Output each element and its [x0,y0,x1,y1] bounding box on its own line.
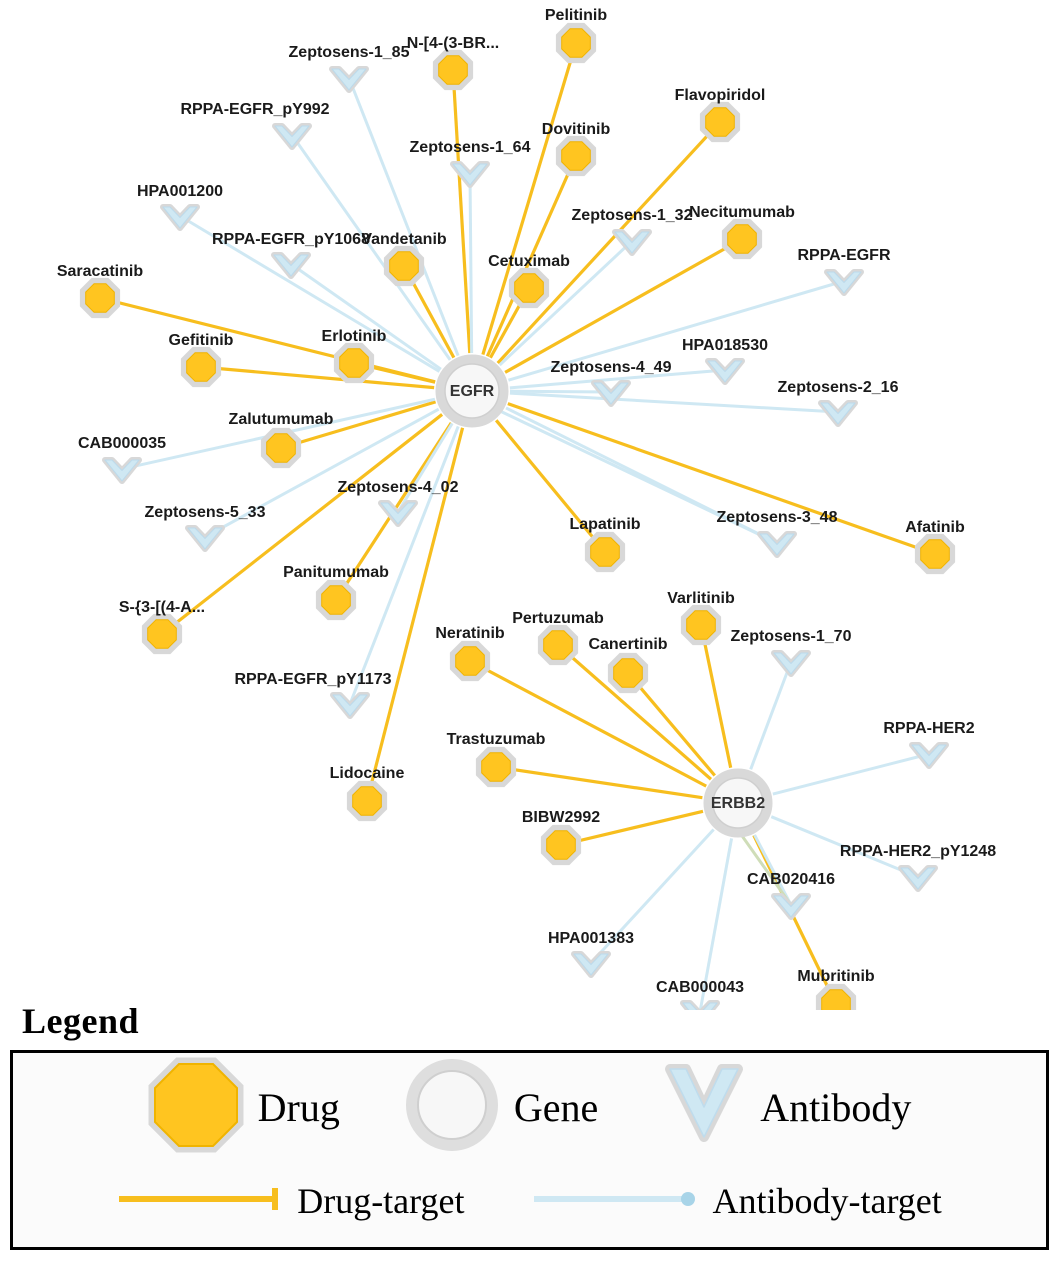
drug-node-label: Neratinib [435,625,505,643]
antibody-node-label: Zeptosens-2_16 [777,379,899,397]
antibody-node-label: CAB000035 [77,435,167,453]
drug-octagon-icon [544,631,573,660]
drug-node[interactable] [588,535,621,568]
antibody-node[interactable] [827,272,861,293]
gene-node-label: EGFR [449,383,495,401]
drug-node[interactable] [337,346,370,379]
antibody-node-label: CAB000043 [655,979,745,997]
drug-node-label: Necitumumab [689,204,795,222]
drug-node-label: Dovitinib [541,121,611,139]
drug-node-label: Trastuzumab [446,731,546,749]
legend-label-drug-target: Drug-target [297,1181,465,1221]
legend-section [0,1000,1059,1280]
antibody-node[interactable] [912,745,946,766]
antibody-node[interactable] [774,896,808,917]
drug-octagon-icon [591,538,620,567]
antibody-node[interactable] [615,232,649,253]
legend-node-row [13,1053,1046,1161]
drug-node-label: Canertinib [588,636,668,654]
drug-node-label: S-{3-[(4-A... [118,599,206,617]
drug-node-label: Flavopiridol [674,87,766,105]
drug-node[interactable] [684,608,717,641]
drug-octagon-icon [706,108,735,137]
drug-node-label: Lapatinib [569,516,641,534]
drug-octagon-icon [562,142,591,171]
drug-node[interactable] [512,271,545,304]
drug-node-label: Lidocaine [329,765,405,783]
drug-node-label: Afatinib [905,519,965,537]
antibody-node-label: RPPA-HER2 [883,720,975,738]
drug-octagon-icon [390,252,419,281]
legend-label-drug: Drug [257,1084,340,1130]
antibody-node[interactable] [574,954,608,975]
label-layer [57,7,996,996]
legend-item-drug-target [117,1180,464,1222]
drug-octagon-icon [353,787,382,816]
drug-octagon-icon [456,647,485,676]
antibody-node-label: Zeptosens-1_32 [571,207,693,225]
drug-octagon-icon [547,831,576,860]
drug-octagon-icon [562,29,591,58]
legend-item-drug [148,1057,340,1158]
antibody-node-label: Zeptosens-1_85 [288,44,410,62]
antibody-node[interactable] [188,528,222,549]
antibody-target-edge [751,662,791,769]
legend-item-antibody-target [532,1180,941,1222]
drug-octagon-icon [148,1057,244,1158]
drug-node-label: N-[4-(3-BR... [406,35,500,53]
drug-node-label: Erlotinib [321,328,387,346]
legend-label-antibody-target: Antibody-target [712,1181,942,1221]
antibody-chevron-icon [662,1059,746,1156]
antibody-node-label: RPPA-EGFR_pY992 [180,101,330,119]
legend-label-antibody: Antibody [760,1084,912,1130]
drug-octagon-icon [187,353,216,382]
antibody-node[interactable] [333,695,367,716]
drug-node[interactable] [725,222,758,255]
drug-node-label: BIBW2992 [521,809,601,827]
antibody-target-edge-icon [532,1185,702,1218]
drug-target-edge [453,70,470,353]
drug-node[interactable] [319,583,352,616]
antibody-node-label: Zeptosens-4_02 [337,479,459,497]
drug-node[interactable] [387,249,420,282]
antibody-node-label: CAB020416 [746,871,836,889]
antibody-node-label: RPPA-HER2_pY1248 [839,843,997,861]
antibody-node[interactable] [901,868,935,889]
drug-node[interactable] [453,644,486,677]
antibody-node-label: HPA001200 [137,183,223,201]
antibody-node-label: HPA001383 [548,930,634,948]
antibody-target-edge [349,78,458,356]
drug-node[interactable] [559,26,592,59]
drug-octagon-icon [86,284,115,313]
drug-target-edge [701,625,731,768]
drug-node-label: Gefitinib [168,332,234,350]
drug-node[interactable] [264,431,297,464]
drug-octagon-icon [614,659,643,688]
drug-octagon-icon [322,586,351,615]
antibody-target-edge [470,173,472,353]
antibody-node[interactable] [760,534,794,555]
drug-node[interactable] [703,105,736,138]
legend-label-gene: Gene [513,1084,599,1130]
drug-node[interactable] [350,784,383,817]
gene-node-label: ERBB2 [710,795,766,813]
drug-node-label: Varlitinib [667,590,735,608]
legend-item-gene [404,1057,598,1158]
drug-node-label: Cetuximab [488,253,570,271]
antibody-target-edge [510,391,611,392]
drug-octagon-icon [515,274,544,303]
antibody-node-label: RPPA-EGFR [797,247,891,265]
drug-octagon-icon [921,540,950,569]
antibody-node[interactable] [332,69,366,90]
drug-target-edge [201,367,434,388]
antibody-node-label: Zeptosens-1_70 [730,628,852,646]
antibody-node-label: Zeptosens-4_49 [550,359,672,377]
drug-node-label: Pelitinib [544,7,608,25]
drug-target-edge-icon [117,1185,287,1218]
drug-target-edge [496,767,702,798]
legend-title: Legend [22,1001,140,1041]
drug-octagon-icon [148,620,177,649]
antibody-node-label: Zeptosens-5_33 [144,504,266,522]
drug-node-label: Panitumumab [283,564,389,582]
drug-node[interactable] [541,628,574,661]
antibody-node-label: RPPA-EGFR_pY1173 [234,671,392,689]
edge-layer [100,43,935,1010]
legend-box [10,1050,1049,1250]
drug-octagon-icon [482,753,511,782]
drug-node[interactable] [611,656,644,689]
drug-node[interactable] [83,281,116,314]
drug-octagon-icon [267,434,296,463]
drug-node-label: Vandetanib [361,231,447,249]
legend-edge-row [13,1161,1046,1241]
drug-octagon-icon [340,349,369,378]
antibody-node-label: Zeptosens-3_48 [716,509,838,527]
drug-node[interactable] [479,750,512,783]
drug-node[interactable] [918,537,951,570]
drug-node-label: Mubritinib [797,968,875,986]
antibody-node[interactable] [105,460,139,481]
drug-node[interactable] [544,828,577,861]
antibody-node-label: RPPA-EGFR_pY1068 [212,231,370,249]
drug-node[interactable] [145,617,178,650]
drug-node[interactable] [559,139,592,172]
drug-octagon-icon [439,56,468,85]
gene-circle-icon [404,1057,500,1158]
drug-octagon-icon [687,611,716,640]
antibody-node-label: Zeptosens-1_64 [409,139,531,157]
drug-node[interactable] [184,350,217,383]
drug-octagon-icon [728,225,757,254]
drug-node[interactable] [436,53,469,86]
antibody-target-edge [773,754,929,794]
antibody-node[interactable] [821,403,855,424]
antibody-node[interactable] [774,653,808,674]
antibody-node[interactable] [708,361,742,382]
antibody-node-label: HPA018530 [682,337,768,355]
legend-item-antibody [662,1059,911,1156]
drug-node-label: Zalutumumab [228,411,334,429]
antibody-node[interactable] [275,126,309,147]
drug-node-label: Saracatinib [56,263,144,281]
drug-node-label: Pertuzumab [512,610,604,628]
